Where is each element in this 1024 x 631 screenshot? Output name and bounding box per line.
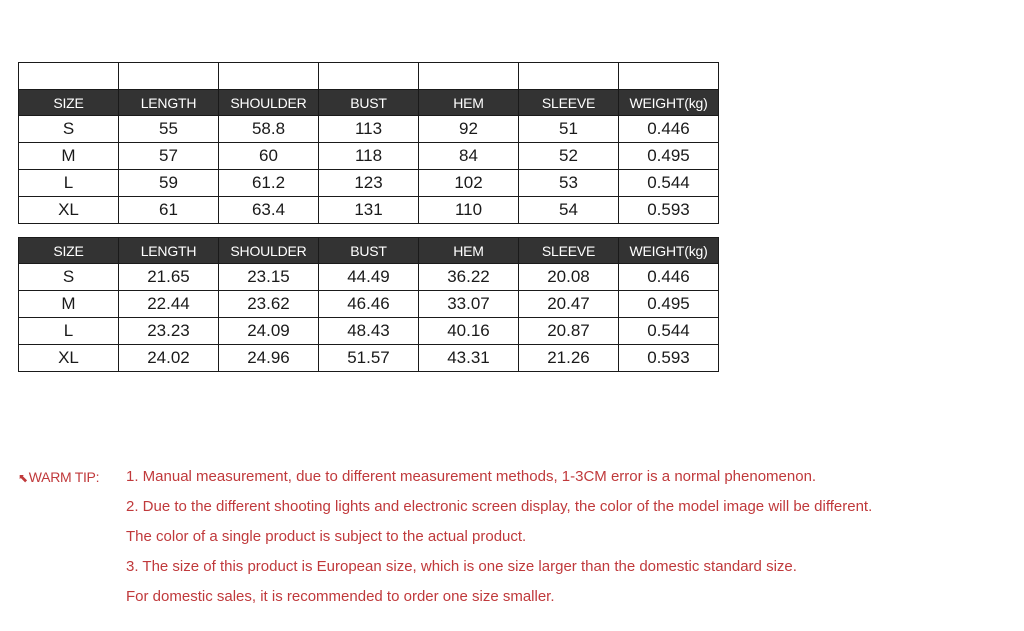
table-cell: 36.22 — [419, 264, 519, 291]
table-cell: 123 — [319, 170, 419, 197]
table-cell: 22.44 — [119, 291, 219, 318]
table-cell: 52 — [519, 143, 619, 170]
table-cell: 43.31 — [419, 345, 519, 372]
column-header: LENGTH — [119, 238, 219, 264]
table-cell: 33.07 — [419, 291, 519, 318]
tip-line: For domestic sales, it is recommended to order one size smaller. — [126, 588, 555, 605]
table-cell: S — [19, 264, 119, 291]
tip-line: 1. Manual measurement, due to different measurement methods, 1-3CM error is a normal phenomenon. — [126, 468, 817, 485]
table-cell: 53 — [519, 170, 619, 197]
table-cell: 0.495 — [619, 291, 719, 318]
table-cell: 20.08 — [519, 264, 619, 291]
tip-line: 2. Due to the different shooting lights and electronic screen display, the color of the model image will be different. — [126, 498, 873, 515]
column-header: SLEEVE — [519, 90, 619, 116]
table-cell: 48.43 — [319, 318, 419, 345]
table-cell: 110 — [419, 197, 519, 224]
column-header: HEM — [419, 238, 519, 264]
table-cell: XL — [19, 197, 119, 224]
table-cell: 20.87 — [519, 318, 619, 345]
table-cell: 20.47 — [519, 291, 619, 318]
table-cell: 21.65 — [119, 264, 219, 291]
table-cell: 24.02 — [119, 345, 219, 372]
column-header: SLEEVE — [519, 238, 619, 264]
warm-tip-label-text: WARM TIP: — [28, 469, 100, 485]
table-cell: 63.4 — [219, 197, 319, 224]
table-cell: 92 — [419, 116, 519, 143]
table-cell: 113 — [319, 116, 419, 143]
column-header: SHOULDER — [219, 90, 319, 116]
table-cell: 57 — [119, 143, 219, 170]
table-cell: XL — [19, 345, 119, 372]
column-header: BUST — [319, 90, 419, 116]
column-header: BUST — [319, 238, 419, 264]
table-cell: M — [19, 291, 119, 318]
table-cell: 0.544 — [619, 170, 719, 197]
column-header: LENGTH — [119, 90, 219, 116]
table-cell: 0.593 — [619, 197, 719, 224]
arrow-icon: ⬉ — [18, 471, 28, 485]
table-cell: 131 — [319, 197, 419, 224]
table-cell: 59 — [119, 170, 219, 197]
table-cell: 61.2 — [219, 170, 319, 197]
table-cell: 118 — [319, 143, 419, 170]
table-cell: 51 — [519, 116, 619, 143]
table-cell: S — [19, 116, 119, 143]
column-header: WEIGHT(kg) — [619, 238, 719, 264]
table-cell: L — [19, 318, 119, 345]
table-cell: 54 — [519, 197, 619, 224]
table-cell: 58.8 — [219, 116, 319, 143]
table-cell: 46.46 — [319, 291, 419, 318]
table-cell: 23.15 — [219, 264, 319, 291]
table-cell: 0.446 — [619, 116, 719, 143]
table-cell: 0.593 — [619, 345, 719, 372]
tip-line: 3. The size of this product is European size, which is one size larger than the domestic standard size. — [126, 558, 797, 575]
table-cell: L — [19, 170, 119, 197]
column-header: WEIGHT(kg) — [619, 90, 719, 116]
table-cell: 24.96 — [219, 345, 319, 372]
table-cell: 24.09 — [219, 318, 319, 345]
table-cell: 0.495 — [619, 143, 719, 170]
table-cell: 21.26 — [519, 345, 619, 372]
table-cell: 102 — [419, 170, 519, 197]
table-cell: 61 — [119, 197, 219, 224]
table-cell: 60 — [219, 143, 319, 170]
table-cell: 23.62 — [219, 291, 319, 318]
table-cell: 0.544 — [619, 318, 719, 345]
column-header: HEM — [419, 90, 519, 116]
column-header: SHOULDER — [219, 238, 319, 264]
column-header: SIZE — [19, 90, 119, 116]
table-cell: 55 — [119, 116, 219, 143]
tip-line: The color of a single product is subject to the actual product. — [126, 528, 527, 545]
table-cell: 51.57 — [319, 345, 419, 372]
table-cell: 40.16 — [419, 318, 519, 345]
table-cell: 0.446 — [619, 264, 719, 291]
table-cell: 44.49 — [319, 264, 419, 291]
table-cell: 23.23 — [119, 318, 219, 345]
table-cell: 84 — [419, 143, 519, 170]
warm-tip-label — [18, 469, 99, 485]
table-cell: M — [19, 143, 119, 170]
column-header: SIZE — [19, 238, 119, 264]
